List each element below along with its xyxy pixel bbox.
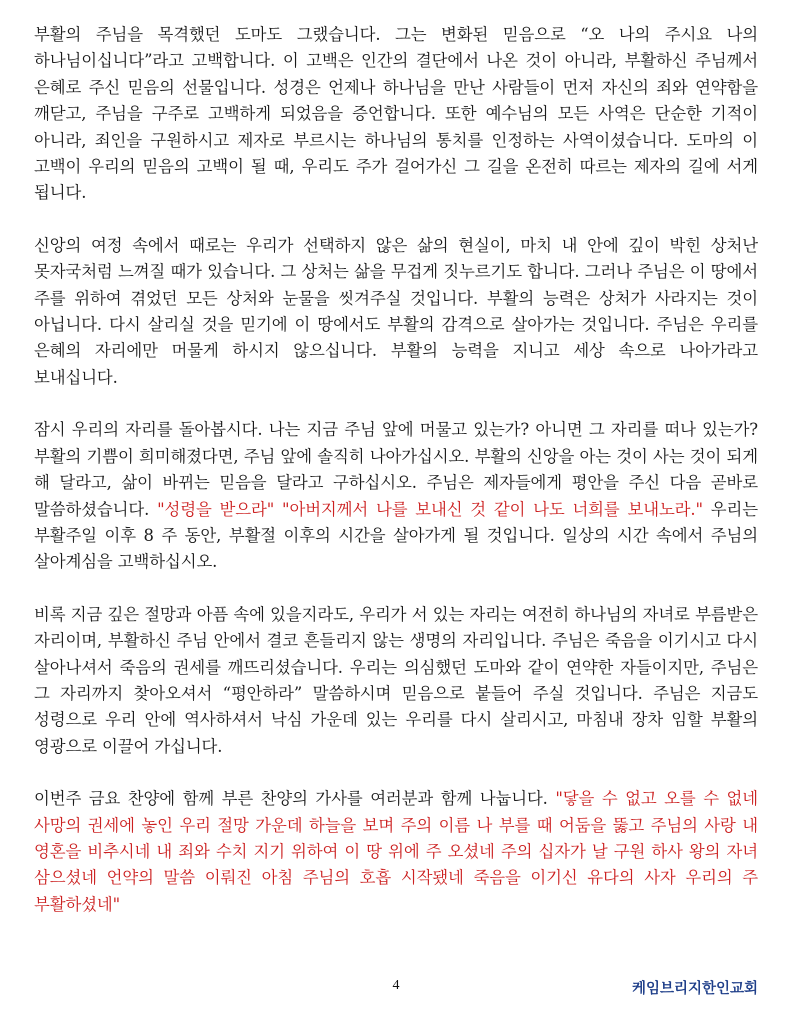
- church-name: 케임브리지한인교회: [631, 981, 758, 997]
- paragraph-5: [34, 786, 758, 918]
- song-lyrics: "닿을 수 없고 오를 수 없네 사망의 권세에 놓인 우리 절망 가운데 하늘을 보며 주의 이름 나 부를 때 어둠을 뚫고 주님의 사랑 내 영혼을 비추시네 내 죄와 수치 지기 위하여 이 땅 위에 주 오셨네 주의 십자가 날 구원 하사 왕의 자녀 삼으셨네 언약의 말씀 이뤄진 아침 주님의 호흡 시작됐네 죽음을 이기신 유다의 사자 우리의 주 부활하셨네": [34, 789, 758, 914]
- paragraph-2: [34, 233, 758, 391]
- document-body: [34, 22, 758, 944]
- scripture-quote: "성령을 받으라" "아버지께서 나를 보내신 것 같이 나도 너희를 보내노라.": [157, 499, 703, 519]
- paragraph-4-text: 비록 지금 깊은 절망과 아픔 속에 있을지라도, 우리가 서 있는 자리는 여전히 하나님의 자녀로 부름받은 자리이며, 부활하신 주님 안에서 결코 흔들리지 않는 생명의 자리입니다. 주님은 죽음을 이기시고 다시 살아나셔서 죽음의 권세를 깨뜨리셨습니다. 우리는 의심했던 도마와 같이 연약한 자들이지만, 주님은 그 자리까지 찾아오셔서 “평안하라” 말씀하시며 믿음으로 붙들어 주실 것입니다. 주님은 지금도 성령으로 우리 안에 역사하셔서 낙심 가운데 있는 우리를 다시 살리시고, 마침내 장차 임할 부활의 영광으로 이끌어 가십니다.: [34, 604, 758, 756]
- paragraph-5-text: 이번주 금요 찬양에 함께 부른 찬양의 가사를 여러분과 함께 나눕니다.: [34, 789, 556, 809]
- paragraph-1: [34, 22, 758, 207]
- paragraph-3-text: 잠시 우리의 자리를 돌아봅시다. 나는 지금 주님 앞에 머물고 있는가? 아니면 그 자리를 떠나 있는가? 부활의 기쁨이 희미해졌다면, 주님 앞에 솔직히 나아가십시오. 부활의 신앙을 아는 것이 사는 것이 되게 해 달라고, 삶이 바뀌는 믿음을 달라고 구하십시오. 주님은 제자들에게 평안을 주신 다음 곧바로 말씀하셨습니다.: [34, 420, 758, 519]
- paragraph-1-text: 부활의 주님을 목격했던 도마도 그랬습니다. 그는 변화된 믿음으로 “오 나의 주시요 나의 하나님이십니다”라고 고백합니다. 이 고백은 인간의 결단에서 나온 것이 아니라, 부활하신 주님께서 은혜로 주신 믿음의 선물입니다. 성경은 언제나 하나님을 만난 사람들이 먼저 자신의 죄와 연약함을 깨닫고, 주님을 구주로 고백하게 되었음을 증언합니다. 또한 예수님의 모든 사역은 단순한 기적이 아니라, 죄인을 구원하시고 제자로 부르시는 하나님의 통치를 인정하는 사역이셨습니다. 도마의 이 고백이 우리의 믿음의 고백이 될 때, 우리도 주가 걸어가신 그 길을 온전히 따르는 제자의 길에 서게 됩니다.: [34, 25, 758, 203]
- paragraph-3-text-end: 우리는 부활주일 이후 8 주 동안, 부활절 이후의 시간을 살아가게 될 것입니다. 일상의 시간 속에서 주님의 살아계심을 고백하십시오.: [34, 499, 759, 572]
- paragraph-4: [34, 602, 758, 760]
- paragraph-3: [34, 417, 758, 575]
- page-number: 4: [392, 978, 400, 993]
- paragraph-2-text: 신앙의 여정 속에서 때로는 우리가 선택하지 않은 삶의 현실이, 마치 내 안에 깊이 박힌 상처난 못자국처럼 느껴질 때가 있습니다. 그 상처는 삶을 무겁게 짓누르기도 합니다. 그러나 주님은 이 땅에서 주를 위하여 겪었던 모든 상처와 눈물을 씻겨주실 것입니다. 부활의 능력은 상처가 사라지는 것이 아닙니다. 다시 살리실 것을 믿기에 이 땅에서도 부활의 감격으로 살아가는 것입니다. 주님은 우리를 은혜의 자리에만 머물게 하시지 않으십니다. 부활의 능력을 지니고 세상 속으로 나아가라고 보내십니다.: [34, 235, 758, 387]
